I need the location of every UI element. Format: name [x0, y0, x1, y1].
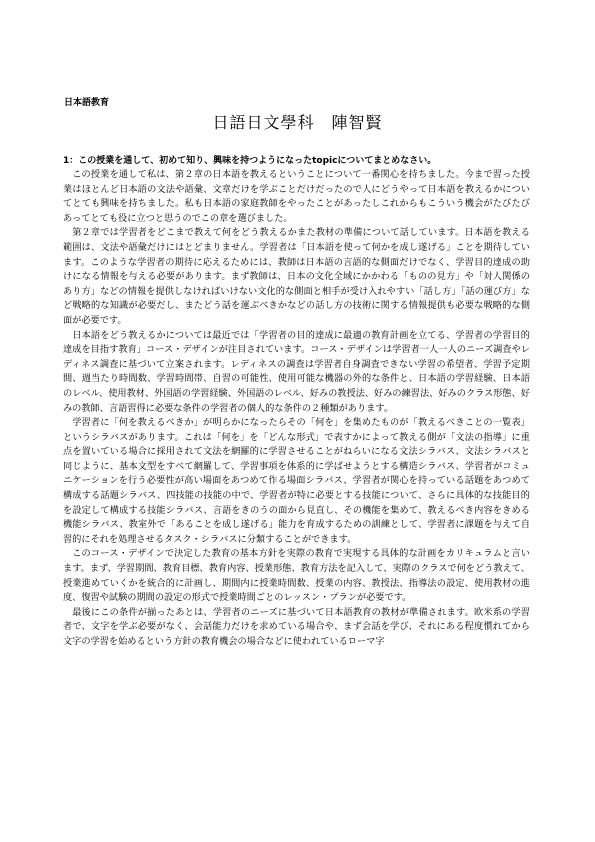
question-heading: 1：この授業を通して、初めて知り、興味を持つようになったtopicについてまとめなさい。: [63, 156, 437, 166]
paragraph: 第２章では学習者をどこまで教えて何をどう教えるかまた教材の準備について話しています。日本語を教える範囲は、文法や語彙だけにはとどまりません。学習者は「日本語を使って何かを成し遂げる」ことを期待しています。このような学習者の期待に応えるためには、教師は日本語の言語的な側面だけでなく、学習目的達成の助けになる情報を与える必要があります。まず教師は、日本の文化全域にかかわる「ものの見方」や「対人関係のあり方」などの情報を提供しなければいけない文化的な側面と相手が受け入れやすい「話し方」「話の運び方」など戦略的な知識が必要だし、またどう話を運ぶべきかなどの話し方の技術に関する情報提供も必要な戦略的な側面が必要です。: [63, 227, 530, 326]
course-label: 日本語教育: [64, 98, 110, 108]
paragraph: 最後にこの条件が揃ったあとは、学習者のニーズに基づいて日本語教育の教材が準備されます。欧米系の学習者で、文字を学ぶ必要がなく、会話能力だけを求めている場合や、まず会話を学び、それにある程度慣れてから文字の学習を始めるという方針の教育機会の場合などに使われているローマ字: [63, 606, 530, 647]
paragraph: この授業を通して私は、第２章の日本語を教えるということについて一番関心を持ちました。今まで習った授業はほとんど日本語の文法や語彙、文章だけを学ぶことだけだったので人にどうやって日本語を教えるかについてとても興味を持ちました。私も日本語の家庭教師をやったことがあったしこれからもこういう機会がたびたびあってとても役に立つと思うのでこの章を選びました。: [63, 169, 530, 224]
paragraph: 日本語をどう教えるかについては最近では「学習者の目的達成に最適の教育計画を立てる、学習者の学習目的達成を目指す教育」コース・デザインが注目されています。コース・デザインは学習者一人一人のニーズ調査やレディネス調査に基づいて立案されます。レディネスの調査は学習者自身調査できない学習の希望者、学習予定期間、週当たり時間数、学習時間帯、自習の可能性、使用可能な機器の外的な条件と、日本語の学習経験、日本語のレベル、使用教材、外国語の学習経験、外国語のレベル、好みの教授法、好みの練習法、好みのクラス形態、好みの教師、言語習得に必要な条件の学習者の個人的な条件の２種類があります。: [63, 329, 530, 414]
document-title: 日語日文學科 陣智賢: [212, 113, 383, 132]
paragraph: このコース・デザインで決定した教育の基本方針を実際の教育で実現する具体的な計画をカリキュラムと言います。まず、学習期間、教育目標、教育内容、授業形態、教育方法を記入して、実際のクラスで何をどう教えて、授業進めていくかを統合的に計画し、期間内に授業時間数、授業の内容、教授法、指導法の設定、使用教材の進度、復習や試験の期間の設定の形式で授業時間ごとのレッスン・プランが必要です。: [63, 548, 530, 604]
paragraph: 学習者に「何を教えるべきか」が明らかになったらその「何を」を集めたものが「教えるべきことの一覧表」というシラバスがあります。これは「何を」を「どんな形式」で表すかによって教える側が「文法の指導」に重点を置いている場合に採用されて文法を網羅的に学習させることがねらいになる文法シラバス、文法シラバスと同じように、基本文型をすべて網羅して、学習事項を体系的に学ばせようとする構造シラバス、学習者がコミュニケーションを行う必要性が高い場面をあつめて作る場面シラバス、学習者が関心を持っている話題をあつめて構成する話題シラバス、四技能の技能の中で、学習者が特に必要とする技能について、さらに具体的な技能目的を設定して構成する技能シラバス、言語をきのうの面から見直し、その機能を集めて、教えるべき内容をきめる機能シラバス、教室外で「あることを成し遂げる」能力を育成するための訓練として、学習者に課題を与えて自習的にそれを処理させるタスク・シラバスに分類することができます。: [63, 417, 530, 545]
document-body: [63, 168, 530, 650]
